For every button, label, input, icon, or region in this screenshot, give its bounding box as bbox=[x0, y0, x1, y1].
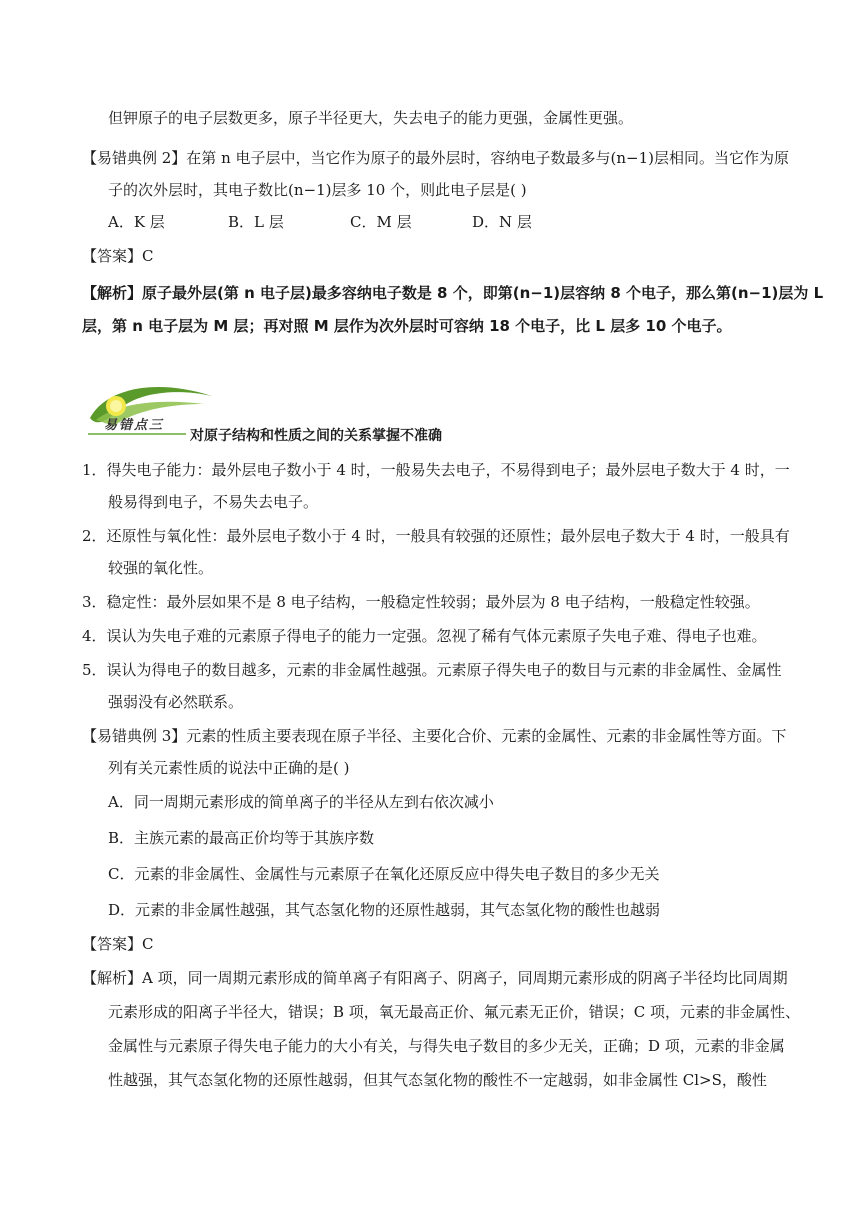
example-2-question-line-2: 子的次外层时，其电子数比(n−1)层多 10 个，则此电子层是( ) bbox=[108, 181, 527, 199]
example-2-option-b: B．L 层 bbox=[228, 213, 284, 231]
example-3-analysis-line-1: 【解析】A 项，同一周期元素形成的简单离子有阳离子、阴离子，同周期元素形成的阴离子半径均比同周期 bbox=[82, 969, 788, 987]
example-3-analysis-line-3: 金属性与元素原子得失电子能力的大小有关，与得失电子数目的多少无关，正确；D 项，元素的非金属 bbox=[108, 1037, 785, 1055]
point-1-line-2: 般易得到电子，不易失去电子。 bbox=[108, 493, 319, 511]
example-3-question-line-1: 【易错典例 3】元素的性质主要表现在原子半径、主要化合价、元素的金属性、元素的非金属性等方面。下 bbox=[82, 727, 787, 745]
point-2-line-1: 2．还原性与氧化性：最外层电子数小于 4 时，一般具有较强的还原性；最外层电子数大于 4 时，一般具有 bbox=[82, 527, 790, 545]
example-3-option-a: A．同一周期元素形成的简单离子的半径从左到右依次减小 bbox=[108, 793, 494, 811]
example-2-option-d: D．N 层 bbox=[472, 213, 532, 231]
example-2-option-a: A．K 层 bbox=[108, 213, 165, 231]
example-2-analysis-line-2: 层，第 n 电子层为 M 层；再对照 M 层作为次外层时可容纳 18 个电子，比 L 层多 10 个电子。 bbox=[82, 317, 732, 335]
example-2-question-line-1: 【易错典例 2】在第 n 电子层中，当它作为原子的最外层时，容纳电子数最多与(n−1)层相同。当它作为原 bbox=[82, 149, 789, 167]
example-3-answer: 【答案】C bbox=[82, 935, 154, 953]
example-3-analysis-line-4: 性越强，其气态氢化物的还原性越弱，但其气态氢化物的酸性不一定越弱，如非金属性 Cl>S，酸性 bbox=[108, 1071, 767, 1089]
example-3-analysis-line-2: 元素形成的阳离子半径大，错误；B 项，氧无最高正价、氟元素无正价，错误；C 项，元素的非金属性、 bbox=[108, 1003, 801, 1021]
paragraph-continuation: 但钾原子的电子层数更多，原子半径更大，失去电子的能力更强，金属性更强。 bbox=[108, 109, 634, 127]
example-3-option-d: D．元素的非金属性越强，其气态氢化物的还原性越弱，其气态氢化物的酸性也越弱 bbox=[108, 901, 661, 919]
point-2-line-2: 较强的氧化性。 bbox=[108, 559, 214, 577]
example-2-option-c: C．M 层 bbox=[350, 213, 412, 231]
example-2-analysis-line-1: 【解析】原子最外层(第 n 电子层)最多容纳电子数是 8 个，即第(n−1)层容纳 8 个电子，那么第(n−1)层为 L bbox=[82, 284, 824, 302]
point-3: 3．稳定性：最外层如果不是 8 电子结构，一般稳定性较弱；最外层为 8 电子结构，一般稳定性较强。 bbox=[82, 593, 760, 611]
section-badge: 易错点三 bbox=[104, 418, 165, 433]
point-5-line-1: 5．误认为得电子的数目越多，元素的非金属性越强。元素原子得失电子的数目与元素的非金属性、金属性 bbox=[82, 661, 782, 679]
point-5-line-2: 强弱没有必然联系。 bbox=[108, 693, 244, 711]
example-3-question-line-2: 列有关元素性质的说法中正确的是( ) bbox=[108, 759, 350, 777]
point-4: 4．误认为失电子难的元素原子得电子的能力一定强。忽视了稀有气体元素原子失电子难、得电子也难。 bbox=[82, 627, 767, 645]
example-3-option-c: C．元素的非金属性、金属性与元素原子在氧化还原反应中得失电子数目的多少无关 bbox=[108, 865, 660, 883]
point-1-line-1: 1．得失电子能力：最外层电子数小于 4 时，一般易失去电子，不易得到电子；最外层电子数大于 4 时，一 bbox=[82, 461, 790, 479]
section-title: 对原子结构和性质之间的关系掌握不准确 bbox=[190, 428, 442, 444]
example-2-answer: 【答案】C bbox=[82, 247, 154, 265]
example-3-option-b: B．主族元素的最高正价均等于其族序数 bbox=[108, 829, 375, 847]
